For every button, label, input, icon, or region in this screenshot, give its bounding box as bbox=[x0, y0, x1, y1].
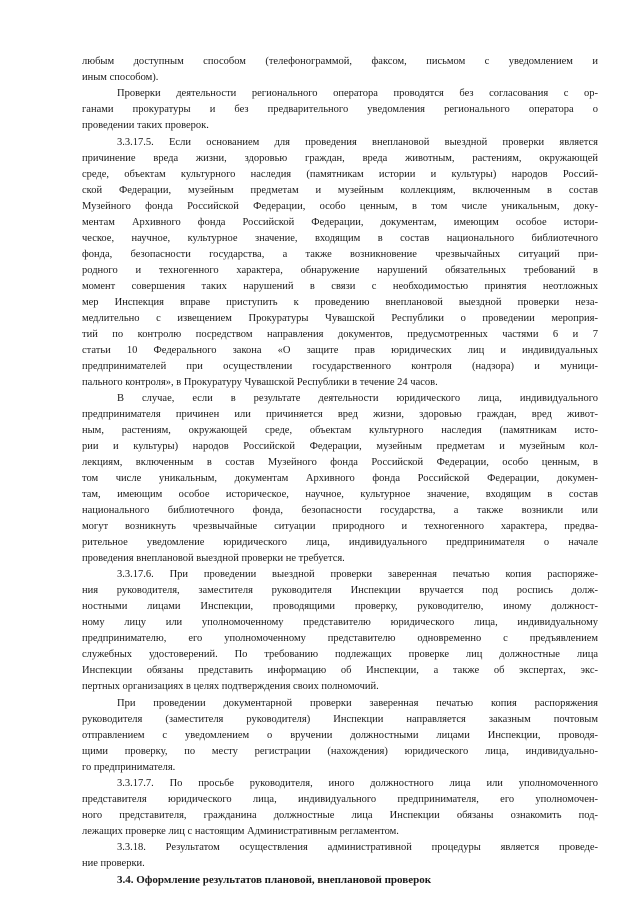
text-line: национального библиотечного фонда, безопасности государства, а также возникли или bbox=[82, 505, 598, 516]
text-line: предпринимателю, его уполномоченному представителю одновременно с предъявлением bbox=[82, 633, 598, 644]
text-line: пертных организациях в целях подтверждения своих полномочий. bbox=[82, 681, 379, 692]
text-line: рительное уведомление юридического лица, индивидуального предпринимателя о начале bbox=[82, 537, 598, 548]
section-heading: 3.4. Оформление результатов плановой, внеплановой проверок bbox=[117, 874, 432, 886]
text-line: могут возникнуть чрезвычайные ситуации природного и техногенного характера, предва- bbox=[82, 521, 598, 532]
text-line: лекциям, включенным в состав Музейного фонда Российской Федерации, особо ценным, в bbox=[82, 457, 598, 468]
text-line: фонда, безопасности государства, а также возникновение чрезвычайных ситуаций при- bbox=[82, 249, 598, 260]
text-line: том числе уникальным, документам Архивного фонда Российской Федерации, докумен- bbox=[82, 473, 598, 484]
text-line: среде, объектам культурного наследия (памятникам истории и культуры) народов Россий- bbox=[82, 169, 598, 180]
text-line: ным, растениям, окружающей среде, объектам культурного наследия (памятникам исто- bbox=[82, 425, 598, 436]
text-line: 3.3.17.6. При проведении выездной проверки заверенная печатью копия распоряже- bbox=[117, 569, 598, 580]
text-line: проведения внеплановой выездной проверки не требуется. bbox=[82, 553, 345, 564]
text-line: При проведении документарной проверки заверенная печатью копия распоряжения bbox=[117, 698, 598, 709]
text-line: родного и техногенного характера, обнаружение нарушений обязательных требований в bbox=[82, 265, 598, 276]
text-line: ческое, научное, культурное значение, входящим в состав национального библиотечного bbox=[82, 233, 598, 244]
text-line: го предпринимателя. bbox=[82, 762, 176, 773]
text-line: 3.3.17.5. Если основанием для проведения внеплановой выездной проверки является bbox=[117, 137, 598, 148]
text-line: медлительно с извещением Прокуратуры Чувашской Республики о проведении мероприя- bbox=[82, 313, 598, 324]
text-line: предпринимателей при осуществлении государственного контроля (надзора) и муници- bbox=[82, 361, 598, 372]
text-line: ностными лицами Инспекции, проводящими проверку, руководителю, иному должност- bbox=[82, 601, 598, 612]
text-line: любым доступным способом (телефонограммой, факсом, письмом с уведомлением и bbox=[82, 56, 598, 67]
text-line: проведении таких проверок. bbox=[82, 120, 209, 131]
text-line: причинение вреда жизни, здоровью граждан, вреда животным, растениям, окружающей bbox=[82, 153, 598, 164]
text-line: ния руководителя, заместителя руководителя Инспекции вручается под роспись долж- bbox=[82, 585, 598, 596]
text-line: пального контроля», в Прокуратуру Чувашской Республики в течение 24 часов. bbox=[82, 377, 438, 388]
text-line: Музейного фонда Российской Федерации, особо ценным, в том числе уникальным, доку- bbox=[82, 201, 598, 212]
text-line: ние проверки. bbox=[82, 858, 145, 869]
text-line: отправлением с уведомлением о вручении должностными лицами Инспекции, проводя- bbox=[82, 730, 598, 741]
text-line: ской Федерации, музейным предметам и музейным коллекциям, включенным в состав bbox=[82, 185, 598, 196]
text-line: руководителя (заместителя руководителя) Инспекции направляется заказным почтовым bbox=[82, 714, 598, 725]
text-line: представителя юридического лица, индивидуального предпринимателя, его уполномочен- bbox=[82, 794, 598, 805]
text-line: ментам Архивного фонда Российской Федерации, документам, имеющим особое истори- bbox=[82, 217, 598, 228]
text-line: Проверки деятельности регионального оператора проводятся без согласования с ор- bbox=[117, 88, 598, 99]
text-line: статьи 10 Федерального закона «О защите прав юридических лиц и индивидуальных bbox=[82, 345, 598, 356]
text-line: тий по контролю посредством направления документов, предусмотренных частями 6 и 7 bbox=[82, 329, 598, 340]
text-line: рии и культуры) народов Российской Федерации, музейным предметам и музейным кол- bbox=[82, 441, 598, 452]
text-line: иным способом). bbox=[82, 72, 159, 83]
text-line: предпринимателя причинен или причиняется вред жизни, здоровью граждан, вред живот- bbox=[82, 409, 598, 420]
text-line: лежащих проверке лиц с настоящим Административным регламентом. bbox=[82, 826, 399, 837]
text-line: ганами прокуратуры и без предварительного уведомления регионального оператора о bbox=[82, 104, 598, 115]
text-line: момент совершения таких нарушений в связи с необходимостью принятия неотложных bbox=[82, 281, 598, 292]
text-line: ному лицу или уполномоченному представителю юридического лица, индивидуальному bbox=[82, 617, 598, 628]
text-line: там, имеющим особое историческое, научное, культурное значение, входящим в состав bbox=[82, 489, 598, 500]
text-line: ного представителя, гражданина должностные лица Инспекции обязаны ознакомить под- bbox=[82, 810, 598, 821]
text-line: 3.3.17.7. По просьбе руководителя, иного должностного лица или уполномоченного bbox=[117, 778, 598, 789]
text-line: щими проверку, по месту регистрации (нахождения) юридического лица, индивидуально- bbox=[82, 746, 598, 757]
text-line: Инспекции обязаны представить информацию об Инспекции, а также об экспертах, экс- bbox=[82, 665, 598, 676]
text-line: 3.3.18. Результатом осуществления административной процедуры является проведе- bbox=[117, 842, 598, 853]
text-line: служебных удостоверений. По требованию подлежащих проверке лиц должностные лица bbox=[82, 649, 598, 660]
text-line: мер Инспекция вправе приступить к проведению внеплановой выездной проверки неза- bbox=[82, 297, 598, 308]
text-line: В случае, если в результате деятельности юридического лица, индивидуального bbox=[117, 393, 598, 404]
